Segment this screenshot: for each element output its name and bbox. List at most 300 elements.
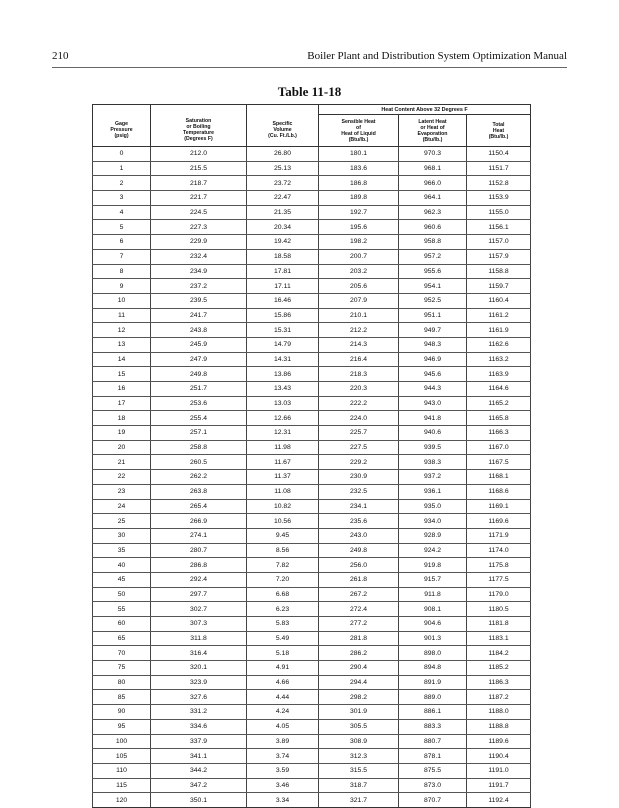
- table-row: [93, 191, 531, 206]
- table-row: [93, 778, 531, 793]
- column-header-line: Temperature: [182, 130, 215, 137]
- table-cell: 17.11: [247, 279, 319, 294]
- table-cell: 323.9: [151, 675, 247, 690]
- table-cell: 1185.2: [467, 661, 531, 676]
- table-cell: 1167.0: [467, 440, 531, 455]
- column-header-line: Total: [492, 121, 505, 128]
- table-cell: 955.6: [399, 264, 467, 279]
- table-row: [93, 646, 531, 661]
- table-cell: 227.3: [151, 220, 247, 235]
- table-cell: 110: [93, 763, 151, 778]
- column-header: [151, 115, 247, 147]
- table-cell: 11: [93, 308, 151, 323]
- table-row: [93, 440, 531, 455]
- table-row: [93, 249, 531, 264]
- table-cell: 4.24: [247, 705, 319, 720]
- table-cell: 301.9: [319, 705, 399, 720]
- table-cell: 214.3: [319, 337, 399, 352]
- table-cell: 11.98: [247, 440, 319, 455]
- table-cell: 21.35: [247, 205, 319, 220]
- table-cell: 90: [93, 705, 151, 720]
- column-header-line: Heat: [492, 127, 505, 134]
- table-cell: 957.2: [399, 249, 467, 264]
- table-cell: 8: [93, 264, 151, 279]
- table-cell: 1167.5: [467, 455, 531, 470]
- table-cell: 75: [93, 661, 151, 676]
- table-cell: 938.3: [399, 455, 467, 470]
- table-cell: 873.0: [399, 778, 467, 793]
- table-cell: 26.80: [247, 147, 319, 162]
- table-cell: 1159.7: [467, 279, 531, 294]
- table-row: [93, 235, 531, 250]
- table-cell: 21: [93, 455, 151, 470]
- table-cell: 85: [93, 690, 151, 705]
- table-cell: 35: [93, 543, 151, 558]
- column-header-line: Volume: [273, 127, 292, 134]
- table-cell: 894.8: [399, 661, 467, 676]
- table-title: Table 11-18: [277, 84, 342, 99]
- column-header-line: Gage: [115, 121, 128, 128]
- table-cell: 19: [93, 426, 151, 441]
- table-cell: 261.8: [319, 572, 399, 587]
- table-cell: 286.8: [151, 558, 247, 573]
- table-cell: 20.34: [247, 220, 319, 235]
- table-cell: 4: [93, 205, 151, 220]
- table-cell: 1188.8: [467, 719, 531, 734]
- table-cell: 19.42: [247, 235, 319, 250]
- column-header-line: Pressure: [110, 127, 133, 134]
- table-cell: 4.66: [247, 675, 319, 690]
- table-row: [93, 147, 531, 162]
- table-cell: 1165.8: [467, 411, 531, 426]
- table-cell: 55: [93, 602, 151, 617]
- table-cell: 940.6: [399, 426, 467, 441]
- table-cell: 222.2: [319, 396, 399, 411]
- table-row: [93, 337, 531, 352]
- table-cell: 1183.1: [467, 631, 531, 646]
- table-cell: 1151.7: [467, 161, 531, 176]
- table-cell: 297.7: [151, 587, 247, 602]
- table-cell: 280.7: [151, 543, 247, 558]
- table-cell: 891.9: [399, 675, 467, 690]
- table-cell: 216.4: [319, 352, 399, 367]
- table-cell: 307.3: [151, 617, 247, 632]
- table-cell: 180.1: [319, 147, 399, 162]
- table-row: [93, 661, 531, 676]
- table-row: [93, 205, 531, 220]
- table-cell: 18.58: [247, 249, 319, 264]
- table-cell: 1187.2: [467, 690, 531, 705]
- table-cell: 15.31: [247, 323, 319, 338]
- table-cell: 3.59: [247, 763, 319, 778]
- table-cell: 1160.4: [467, 293, 531, 308]
- table-cell: 964.1: [399, 191, 467, 206]
- table-cell: 23.72: [247, 176, 319, 191]
- table-cell: 320.1: [151, 661, 247, 676]
- table-cell: 232.4: [151, 249, 247, 264]
- table-cell: 17: [93, 396, 151, 411]
- table-row: [93, 690, 531, 705]
- table-cell: 1186.3: [467, 675, 531, 690]
- table-cell: 935.0: [399, 499, 467, 514]
- table-cell: 350.1: [151, 793, 247, 808]
- table-cell: 7.20: [247, 572, 319, 587]
- table-cell: 290.4: [319, 661, 399, 676]
- table-cell: 9.45: [247, 528, 319, 543]
- table-row: [93, 734, 531, 749]
- table-cell: 80: [93, 675, 151, 690]
- table-cell: 875.5: [399, 763, 467, 778]
- table-row: [93, 793, 531, 808]
- table-cell: 257.1: [151, 426, 247, 441]
- table-cell: 321.7: [319, 793, 399, 808]
- column-header: [247, 115, 319, 147]
- table-cell: 889.0: [399, 690, 467, 705]
- table-cell: 1191.0: [467, 763, 531, 778]
- table-cell: 256.0: [319, 558, 399, 573]
- table-body: [93, 147, 531, 808]
- table-cell: 224.0: [319, 411, 399, 426]
- heat-content-group-header: Heat Content Above 32 Degrees F: [319, 105, 531, 115]
- column-header: [467, 115, 531, 147]
- table-cell: 1180.5: [467, 602, 531, 617]
- table-cell: 14: [93, 352, 151, 367]
- table-cell: 50: [93, 587, 151, 602]
- page-header: [52, 50, 567, 66]
- table-cell: 218.7: [151, 176, 247, 191]
- table-cell: 302.7: [151, 602, 247, 617]
- table-cell: 215.5: [151, 161, 247, 176]
- table-cell: 1168.1: [467, 470, 531, 485]
- table-cell: 12.66: [247, 411, 319, 426]
- table-cell: 5.18: [247, 646, 319, 661]
- column-header-line: Sensible Heat: [341, 118, 376, 125]
- table-cell: 12.31: [247, 426, 319, 441]
- table-cell: 937.2: [399, 470, 467, 485]
- table-cell: 7.82: [247, 558, 319, 573]
- table-cell: 198.2: [319, 235, 399, 250]
- table-cell: 22.47: [247, 191, 319, 206]
- table-cell: 15.86: [247, 308, 319, 323]
- table-cell: 5.49: [247, 631, 319, 646]
- table-cell: 255.4: [151, 411, 247, 426]
- column-header-row: [93, 115, 531, 147]
- table-row: [93, 528, 531, 543]
- table-cell: 15: [93, 367, 151, 382]
- table-cell: 911.8: [399, 587, 467, 602]
- table-cell: 100: [93, 734, 151, 749]
- table-cell: 281.8: [319, 631, 399, 646]
- steam-table: [92, 104, 531, 808]
- table-cell: 305.5: [319, 719, 399, 734]
- table-row: [93, 455, 531, 470]
- table-row: [93, 367, 531, 382]
- table-cell: 16.46: [247, 293, 319, 308]
- table-cell: 1169.6: [467, 514, 531, 529]
- table-cell: 1189.6: [467, 734, 531, 749]
- table-cell: 966.0: [399, 176, 467, 191]
- table-cell: 13.03: [247, 396, 319, 411]
- table-cell: 18: [93, 411, 151, 426]
- table-cell: 1190.4: [467, 749, 531, 764]
- table-cell: 8.56: [247, 543, 319, 558]
- table-cell: 30: [93, 528, 151, 543]
- table-cell: 227.5: [319, 440, 399, 455]
- table-cell: 915.7: [399, 572, 467, 587]
- table-cell: 344.2: [151, 763, 247, 778]
- table-cell: 6.23: [247, 602, 319, 617]
- table-row: [93, 293, 531, 308]
- table-cell: 45: [93, 572, 151, 587]
- column-header-line: (Btu/lb.): [488, 133, 509, 140]
- table-cell: 1181.8: [467, 617, 531, 632]
- table-row: [93, 264, 531, 279]
- table-cell: 9: [93, 279, 151, 294]
- table-cell: 904.6: [399, 617, 467, 632]
- table-cell: 5.83: [247, 617, 319, 632]
- table-cell: 934.0: [399, 514, 467, 529]
- table-row: [93, 176, 531, 191]
- column-header: [319, 115, 399, 147]
- table-cell: 4.91: [247, 661, 319, 676]
- table-cell: 919.8: [399, 558, 467, 573]
- table-cell: 936.1: [399, 484, 467, 499]
- table-cell: 286.2: [319, 646, 399, 661]
- table-cell: 25: [93, 514, 151, 529]
- table-row: [93, 631, 531, 646]
- table-cell: 195.6: [319, 220, 399, 235]
- table-cell: 928.9: [399, 528, 467, 543]
- table-cell: 1152.8: [467, 176, 531, 191]
- table-cell: 25.13: [247, 161, 319, 176]
- column-header-line: or Heat of: [420, 124, 445, 131]
- table-cell: 253.6: [151, 396, 247, 411]
- table-cell: 948.3: [399, 337, 467, 352]
- table-row: [93, 484, 531, 499]
- table-cell: 251.7: [151, 382, 247, 397]
- table-cell: 120: [93, 793, 151, 808]
- table-row: [93, 587, 531, 602]
- table-cell: 951.1: [399, 308, 467, 323]
- column-header: [93, 115, 151, 147]
- table-row: [93, 558, 531, 573]
- table-row: [93, 499, 531, 514]
- table-cell: 298.2: [319, 690, 399, 705]
- table-row: [93, 543, 531, 558]
- table-row: [93, 705, 531, 720]
- table-cell: 1163.2: [467, 352, 531, 367]
- table-cell: 4.05: [247, 719, 319, 734]
- table-cell: 1192.4: [467, 793, 531, 808]
- table-cell: 221.7: [151, 191, 247, 206]
- table-cell: 239.5: [151, 293, 247, 308]
- table-cell: 870.7: [399, 793, 467, 808]
- table-cell: 308.9: [319, 734, 399, 749]
- table-cell: 1163.9: [467, 367, 531, 382]
- table-cell: 234.1: [319, 499, 399, 514]
- table-cell: 331.2: [151, 705, 247, 720]
- table-cell: 277.2: [319, 617, 399, 632]
- steam-table-container: [92, 104, 530, 808]
- table-cell: 230.9: [319, 470, 399, 485]
- table-cell: 258.8: [151, 440, 247, 455]
- table-cell: 3: [93, 191, 151, 206]
- table-cell: 347.2: [151, 778, 247, 793]
- table-row: [93, 749, 531, 764]
- table-cell: 952.5: [399, 293, 467, 308]
- table-cell: 1191.7: [467, 778, 531, 793]
- table-cell: 23: [93, 484, 151, 499]
- table-cell: 968.1: [399, 161, 467, 176]
- table-row: [93, 719, 531, 734]
- table-cell: 95: [93, 719, 151, 734]
- table-cell: 17.81: [247, 264, 319, 279]
- table-cell: 3.46: [247, 778, 319, 793]
- table-row: [93, 279, 531, 294]
- table-cell: 263.8: [151, 484, 247, 499]
- table-cell: 1184.2: [467, 646, 531, 661]
- table-cell: 898.0: [399, 646, 467, 661]
- table-cell: 886.1: [399, 705, 467, 720]
- table-cell: 1168.6: [467, 484, 531, 499]
- table-cell: 22: [93, 470, 151, 485]
- table-cell: 212.2: [319, 323, 399, 338]
- table-cell: 65: [93, 631, 151, 646]
- table-cell: 241.7: [151, 308, 247, 323]
- table-cell: 11.67: [247, 455, 319, 470]
- table-cell: 70: [93, 646, 151, 661]
- table-row: [93, 308, 531, 323]
- table-cell: 3.89: [247, 734, 319, 749]
- table-row: [93, 470, 531, 485]
- table-cell: 237.2: [151, 279, 247, 294]
- table-cell: 249.8: [319, 543, 399, 558]
- table-cell: 1165.2: [467, 396, 531, 411]
- table-cell: 229.2: [319, 455, 399, 470]
- table-cell: 880.7: [399, 734, 467, 749]
- table-cell: 229.9: [151, 235, 247, 250]
- table-row: [93, 763, 531, 778]
- table-cell: 318.7: [319, 778, 399, 793]
- table-cell: 334.6: [151, 719, 247, 734]
- table-cell: 243.0: [319, 528, 399, 543]
- table-cell: 105: [93, 749, 151, 764]
- column-header-line: (Degrees F): [184, 136, 213, 143]
- table-cell: 958.8: [399, 235, 467, 250]
- table-cell: 1169.1: [467, 499, 531, 514]
- table-cell: 1156.1: [467, 220, 531, 235]
- table-row: [93, 323, 531, 338]
- table-cell: 1155.0: [467, 205, 531, 220]
- table-cell: 225.7: [319, 426, 399, 441]
- table-cell: 292.4: [151, 572, 247, 587]
- table-cell: 3.34: [247, 793, 319, 808]
- column-header-line: (Btu/lb.): [422, 136, 443, 143]
- table-cell: 24: [93, 499, 151, 514]
- table-cell: 883.3: [399, 719, 467, 734]
- table-row: [93, 514, 531, 529]
- table-cell: 960.6: [399, 220, 467, 235]
- table-cell: 40: [93, 558, 151, 573]
- table-cell: 949.7: [399, 323, 467, 338]
- table-cell: 266.9: [151, 514, 247, 529]
- table-cell: 315.5: [319, 763, 399, 778]
- table-cell: 183.6: [319, 161, 399, 176]
- table-cell: 20: [93, 440, 151, 455]
- table-cell: 14.79: [247, 337, 319, 352]
- table-cell: 924.2: [399, 543, 467, 558]
- table-cell: 260.5: [151, 455, 247, 470]
- table-cell: 192.7: [319, 205, 399, 220]
- table-cell: 60: [93, 617, 151, 632]
- table-cell: 1158.8: [467, 264, 531, 279]
- table-cell: 224.5: [151, 205, 247, 220]
- table-cell: 908.1: [399, 602, 467, 617]
- table-cell: 1164.6: [467, 382, 531, 397]
- table-row: [93, 411, 531, 426]
- table-cell: 16: [93, 382, 151, 397]
- column-header-line: of: [356, 124, 361, 131]
- table-cell: 6: [93, 235, 151, 250]
- table-row: [93, 602, 531, 617]
- table-cell: 327.6: [151, 690, 247, 705]
- table-cell: 210.1: [319, 308, 399, 323]
- table-row: [93, 572, 531, 587]
- column-header-line: Evaporation: [417, 130, 448, 137]
- table-cell: 1161.2: [467, 308, 531, 323]
- column-header: [399, 115, 467, 147]
- table-cell: 1166.3: [467, 426, 531, 441]
- table-cell: 341.1: [151, 749, 247, 764]
- table-cell: 245.9: [151, 337, 247, 352]
- column-header-line: Saturation: [185, 118, 212, 125]
- table-row: [93, 617, 531, 632]
- table-cell: 232.5: [319, 484, 399, 499]
- table-cell: 1175.8: [467, 558, 531, 573]
- table-cell: 1157.9: [467, 249, 531, 264]
- table-cell: 1153.9: [467, 191, 531, 206]
- table-cell: 901.3: [399, 631, 467, 646]
- table-cell: 311.8: [151, 631, 247, 646]
- table-row: [93, 396, 531, 411]
- table-cell: 205.6: [319, 279, 399, 294]
- column-header-line: (psig): [114, 133, 129, 140]
- running-title: Boiler Plant and Distribution System Optimization Manual: [307, 50, 567, 62]
- column-header-line: (Cu. Ft./Lb.): [268, 133, 297, 140]
- table-cell: 941.8: [399, 411, 467, 426]
- table-cell: 878.1: [399, 749, 467, 764]
- table-cell: 3.74: [247, 749, 319, 764]
- table-cell: 235.6: [319, 514, 399, 529]
- table-cell: 1162.6: [467, 337, 531, 352]
- table-cell: 13.86: [247, 367, 319, 382]
- table-cell: 312.3: [319, 749, 399, 764]
- table-row: [93, 352, 531, 367]
- table-cell: 1174.0: [467, 543, 531, 558]
- table-cell: 247.9: [151, 352, 247, 367]
- table-cell: 272.4: [319, 602, 399, 617]
- table-cell: 7: [93, 249, 151, 264]
- table-cell: 954.1: [399, 279, 467, 294]
- table-cell: 945.6: [399, 367, 467, 382]
- table-cell: 220.3: [319, 382, 399, 397]
- table-cell: 294.4: [319, 675, 399, 690]
- table-cell: 1150.4: [467, 147, 531, 162]
- table-cell: 1161.9: [467, 323, 531, 338]
- table-cell: 200.7: [319, 249, 399, 264]
- table-cell: 946.9: [399, 352, 467, 367]
- table-cell: 13: [93, 337, 151, 352]
